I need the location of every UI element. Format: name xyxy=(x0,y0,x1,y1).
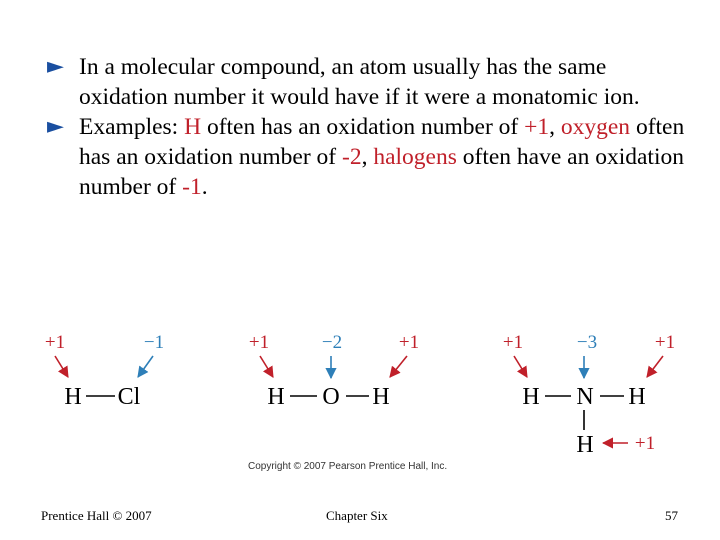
bullet-text: often has an oxidation number of xyxy=(201,114,525,140)
bullet-text: . xyxy=(201,174,208,200)
highlight-value: -1 xyxy=(182,174,202,200)
bullet-text: In a molecular compound, an atom usually has the same oxidation number it would have if it were a monatomic ion. xyxy=(79,54,640,110)
ox-number-cl: −1 xyxy=(143,332,165,353)
highlight-term: oxygen xyxy=(560,114,631,140)
ammonia-molecule xyxy=(503,332,675,458)
bullet-text: often has an oxidation number of xyxy=(79,114,685,170)
atom-h: H xyxy=(267,384,285,410)
arrow-to-h xyxy=(390,356,407,377)
ox-number-n: −3 xyxy=(576,332,598,353)
triangle-bullet-icon: ► xyxy=(47,54,64,79)
ox-number-h: +1 xyxy=(398,332,420,353)
page-number: 57 xyxy=(665,508,678,523)
arrow-to-h xyxy=(55,356,68,377)
bullet-text: , xyxy=(361,144,374,170)
arrow-to-h xyxy=(514,356,527,377)
atom-h: H xyxy=(522,384,540,410)
footer-chapter: Chapter Six xyxy=(326,508,388,523)
arrow-to-cl xyxy=(138,356,153,377)
copyright-notice: Copyright © 2007 Pearson Prentice Hall, Inc. xyxy=(248,461,448,472)
atom-h: H xyxy=(372,384,390,410)
atom-h: H xyxy=(64,384,82,410)
hcl-molecule xyxy=(45,332,164,410)
arrow-to-h xyxy=(647,356,663,377)
bullet-text: Examples: xyxy=(79,114,185,140)
ox-number-h: +1 xyxy=(248,332,270,353)
atom-h: H xyxy=(576,432,594,458)
ox-number-h: +1 xyxy=(654,332,676,353)
atom-h: H xyxy=(628,384,646,410)
ox-number-o: −2 xyxy=(321,332,343,353)
atom-o: O xyxy=(322,384,340,410)
footer-left: Prentice Hall © 2007 xyxy=(41,508,152,523)
ox-number-h: +1 xyxy=(502,332,524,353)
atom-cl: Cl xyxy=(117,384,141,410)
highlight-value: -2 xyxy=(342,144,362,170)
ox-number-h: +1 xyxy=(634,433,656,454)
bullet-text: often have an oxidation number of xyxy=(79,144,684,200)
highlight-value: +1 xyxy=(524,114,550,140)
atom-n: N xyxy=(576,384,594,410)
ox-number-h: +1 xyxy=(44,332,66,353)
highlight-term: H xyxy=(184,114,202,140)
highlight-term: halogens xyxy=(373,144,457,170)
arrow-to-h xyxy=(260,356,273,377)
bullet-text: , xyxy=(549,114,561,140)
triangle-bullet-icon: ► xyxy=(47,114,64,139)
water-molecule xyxy=(249,332,419,410)
